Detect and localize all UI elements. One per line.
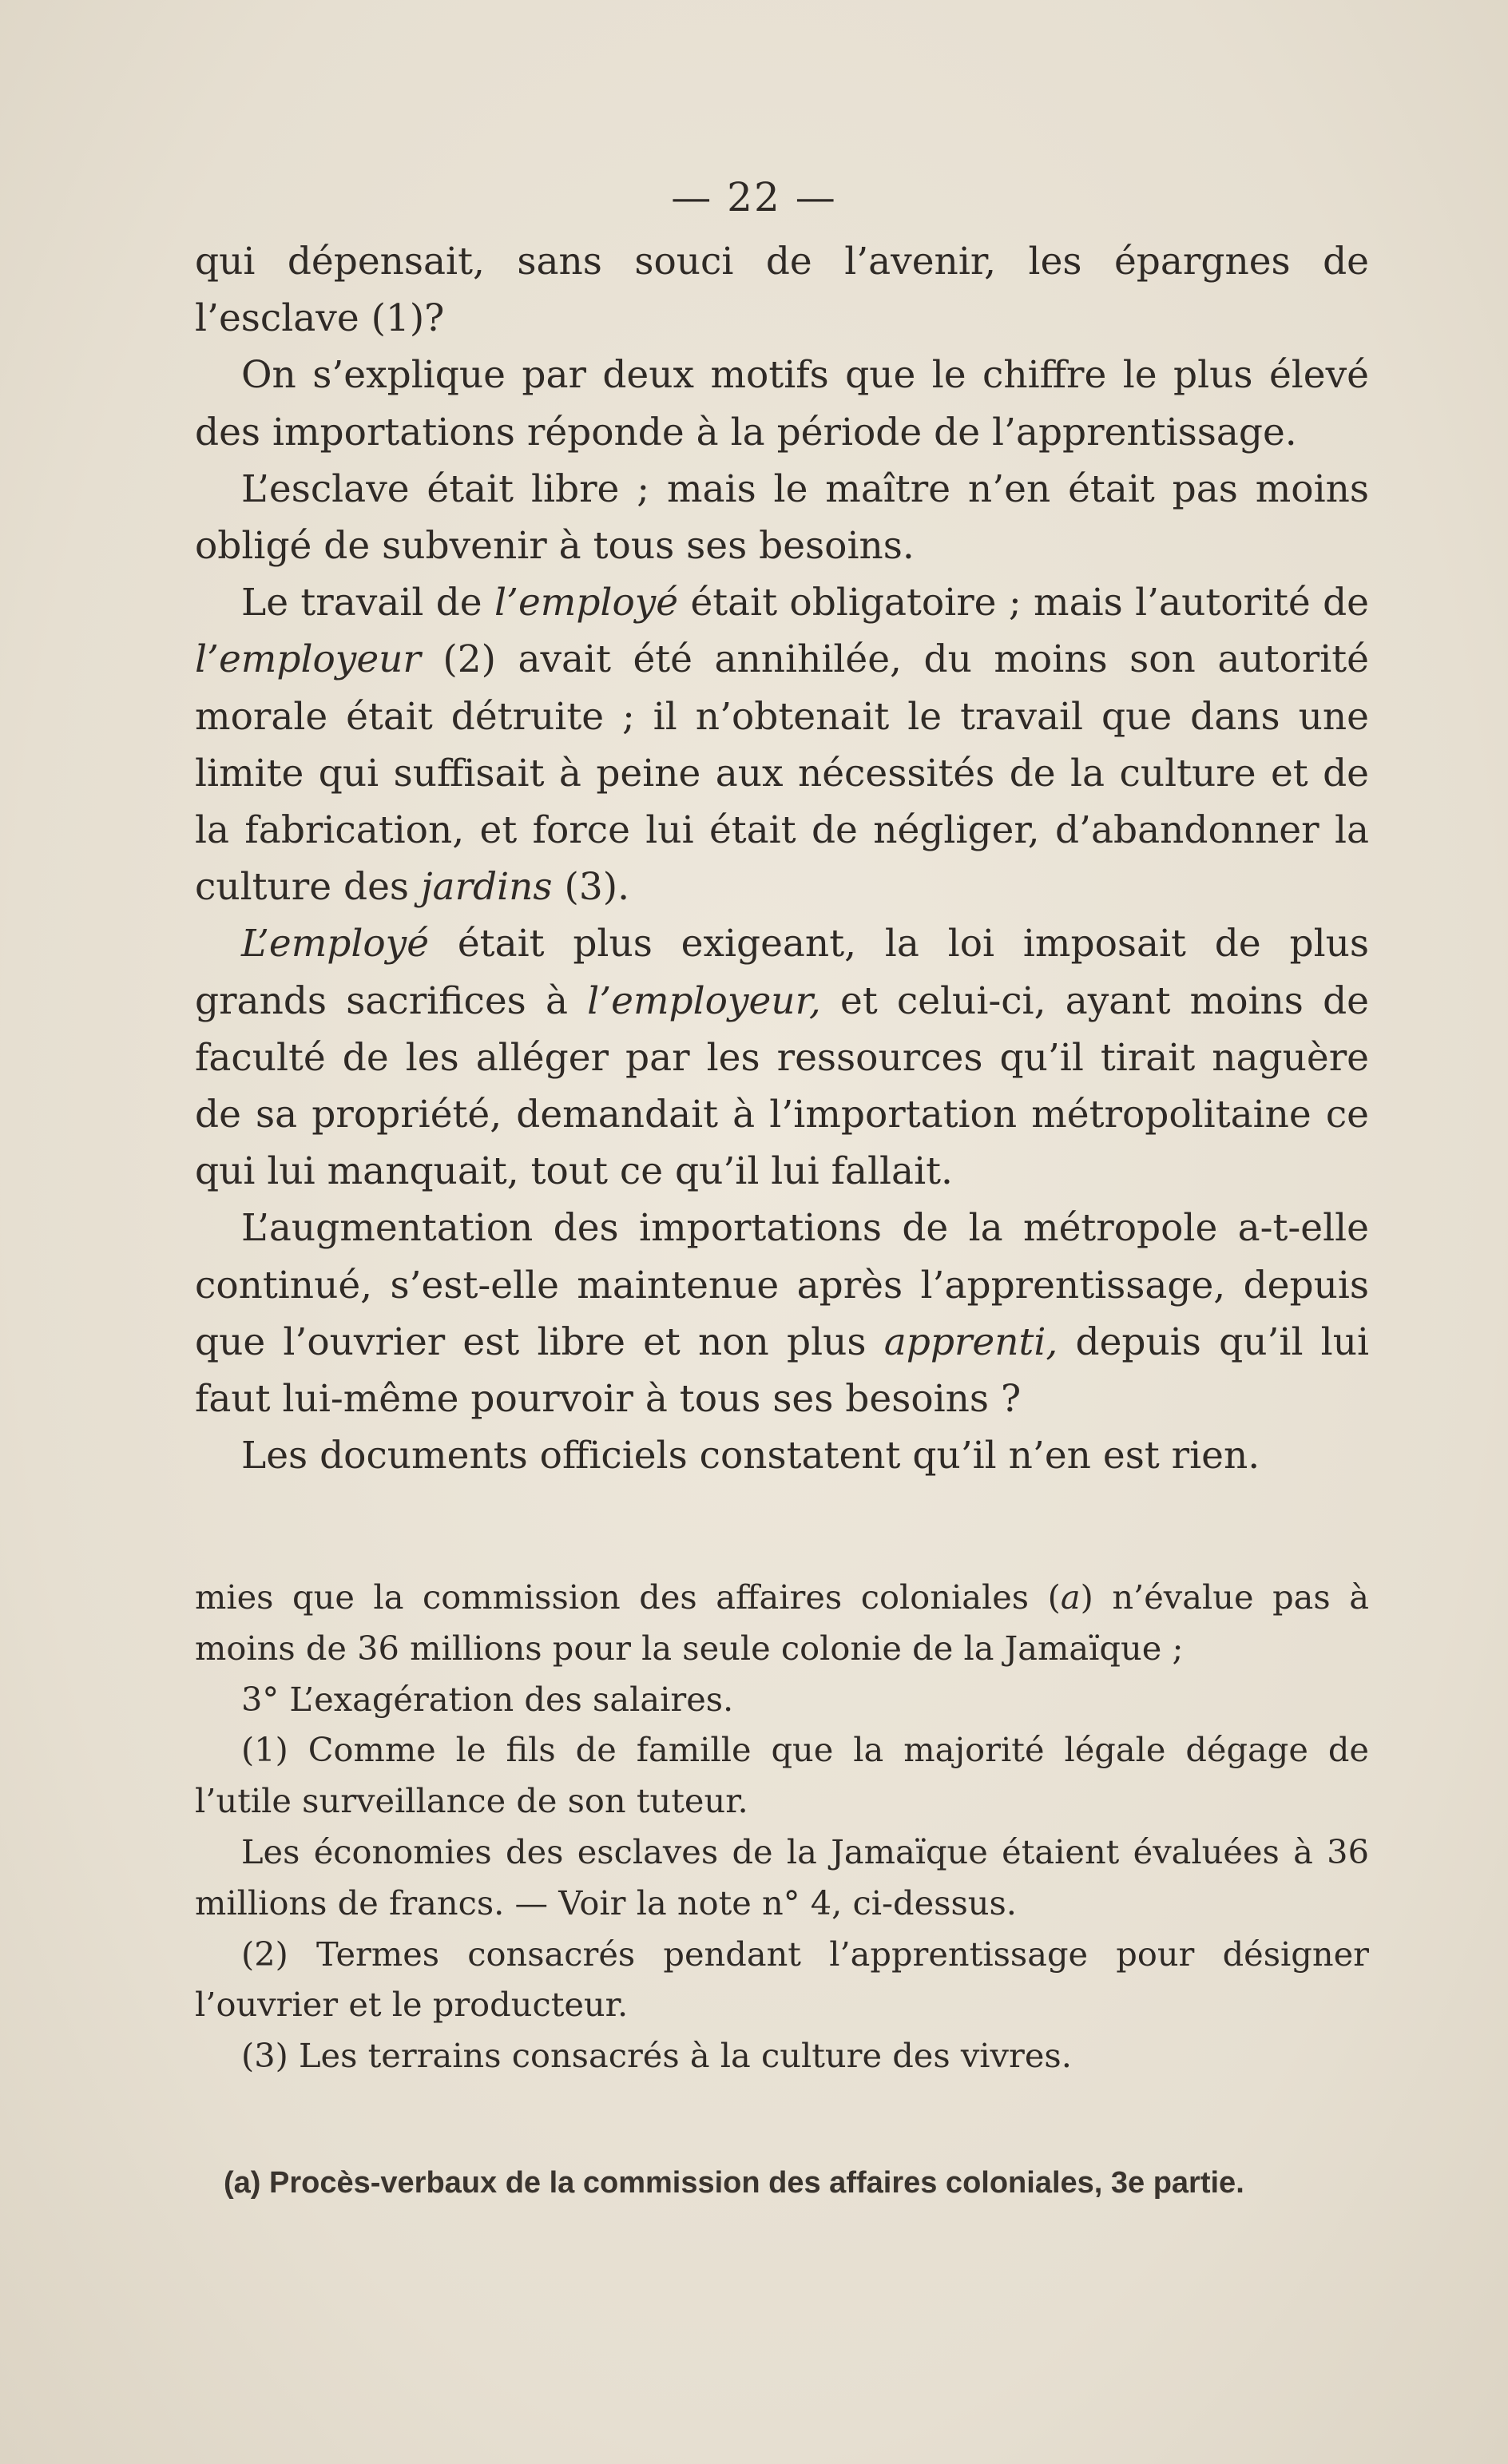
paragraph-6 xyxy=(195,1200,1369,1427)
main-text xyxy=(195,233,1369,1484)
footnote-1-continued: Les économies des esclaves de la Jamaïque étaient évaluées à 36 millions de francs. — Voir la note n° 4, ci-dessus. xyxy=(195,1831,1369,1922)
paragraph-5 xyxy=(195,915,1369,1200)
paragraph-1: qui dépensait, sans souci de l’avenir, les épargnes de l’esclave (1)? xyxy=(195,240,1369,341)
page-number: — 22 — xyxy=(671,174,837,220)
paragraph-2: On s’explique par deux motifs que le chiffre le plus élevé des importations réponde à la période de l’apprentissage. xyxy=(195,353,1369,454)
subnote-a: (a) Procès-verbaux de la commission des affaires coloniales, 3e partie. xyxy=(224,2166,1244,2200)
italic-term: a xyxy=(1060,1577,1081,1617)
text-run: depuis qu’il lui faut lui-même pourvoir à tous ses besoins ? xyxy=(195,1319,1370,1422)
paragraph-3: L’esclave était libre ; mais le maître n’en était pas moins obligé de subvenir à tous ses besoins. xyxy=(195,466,1369,569)
italic-term: l’employé xyxy=(494,581,679,625)
text-run: L’augmentation des importations de la métropole a-t-elle continué, s’est-elle maintenue après l’apprentissage, depuis que l’ouvrier est libre et non plus xyxy=(195,1206,1369,1364)
text-run: était plus exigeant, la loi imposait de plus grands sacrifices à xyxy=(195,922,1369,1023)
footnotes xyxy=(195,1572,1369,2081)
text-run: (2) avait été annihilée, du moins son autorité morale était détruite ; il n’obtenait le travail que dans une limite qui suffisait à peine aux nécessités de la culture et de la fabrication, et force lui était de négliger, d’abandonner la culture des xyxy=(195,637,1369,910)
footnote-item: 3° L’exagération des salaires. xyxy=(241,1679,734,1719)
footnote-3: (3) Les terrains consacrés à la culture des vivres. xyxy=(241,2036,1072,2076)
italic-term: jardins xyxy=(420,865,553,910)
italic-term: l’employeur, xyxy=(587,978,821,1023)
footnote-2: (2) Termes consacrés pendant l’apprentissage pour désigner l’ouvrier et le producteur. xyxy=(195,1934,1369,2025)
paragraph-4 xyxy=(195,574,1369,915)
text-run: mies que la commission des affaires coloniales ( xyxy=(195,1577,1061,1617)
italic-term: apprenti, xyxy=(883,1319,1058,1364)
footnote-continuation xyxy=(195,1572,1369,1674)
footnote-1: (1) Comme le fils de famille que la majorité légale dégage de l’utile surveillance de son tuteur. xyxy=(195,1730,1369,1821)
text-run: était obligatoire ; mais l’autorité de xyxy=(678,581,1369,625)
text-run: et celui-ci, ayant moins de faculté de les alléger par les ressources qu’il tirait naguère de sa propriété, demandait à l’importation métropolitaine ce qui lui manquait, tout ce qu’il lui fallait. xyxy=(195,978,1369,1194)
paragraph-7: Les documents officiels constatent qu’il n’en est rien. xyxy=(241,1434,1260,1478)
italic-term: L’employé xyxy=(241,922,430,966)
italic-term: l’employeur xyxy=(195,637,421,682)
text-run: ) n’évalue pas à moins de 36 millions pour la seule colonie de la Jamaïque ; xyxy=(195,1577,1369,1668)
text-run: Le travail de xyxy=(241,581,494,625)
text-run: (3). xyxy=(552,865,630,910)
